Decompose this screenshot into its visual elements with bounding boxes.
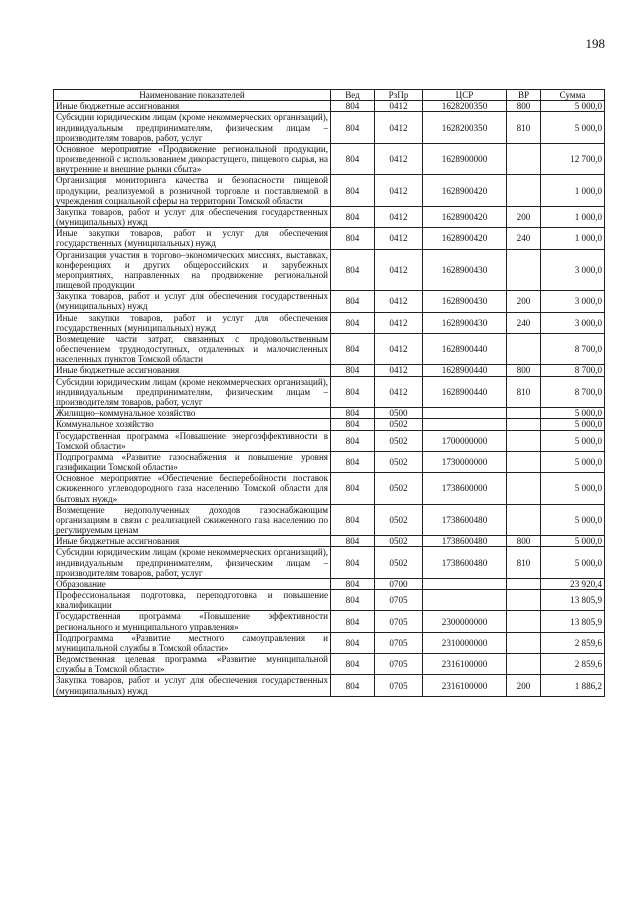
- cell-ved: 804: [331, 365, 375, 376]
- cell-name: Основное мероприятие «Обеспечение бесперебойности поставок сжиженного углеводородного газа населению Томской области для бытовых нужд»: [54, 473, 331, 505]
- cell-ved: 804: [331, 376, 375, 408]
- table-row: [54, 175, 605, 207]
- cell-name: Закупка товаров, работ и услуг для обеспечения государственных (муниципальных) нужд: [54, 291, 331, 312]
- cell-vr: 200: [507, 675, 541, 696]
- cell-name: Субсидии юридическим лицам (кроме некоммерческих организаций), индивидуальным предпринимателям, физическим лицам – производителям товаров, работ, услуг: [54, 112, 331, 144]
- cell-rzpr: 0412: [375, 228, 423, 249]
- page-number: 198: [585, 36, 605, 51]
- table-row: [54, 376, 605, 408]
- header-csr: ЦСР: [423, 90, 507, 101]
- cell-vr: 200: [507, 206, 541, 227]
- cell-csr: [423, 578, 507, 589]
- cell-sum: 1 000,0: [541, 228, 605, 249]
- table-row: [54, 112, 605, 144]
- cell-csr: 1730000000: [423, 451, 507, 472]
- cell-sum: 3 000,0: [541, 312, 605, 333]
- cell-ved: 804: [331, 206, 375, 227]
- cell-name: Образование: [54, 578, 331, 589]
- cell-name: Подпрограмма «Развитие газоснабжения и повышение уровня газификации Томской области»: [54, 451, 331, 472]
- cell-csr: 2310000000: [423, 632, 507, 653]
- table-row: [54, 473, 605, 505]
- cell-sum: 3 000,0: [541, 249, 605, 291]
- cell-rzpr: 0700: [375, 578, 423, 589]
- cell-vr: [507, 249, 541, 291]
- cell-sum: 1 000,0: [541, 206, 605, 227]
- cell-rzpr: 0502: [375, 547, 423, 579]
- cell-name: Возмещение части затрат, связанных с продовольственным обеспечением труднодоступных, отдаленных и малочисленных населенных пунктов Томской области: [54, 333, 331, 365]
- cell-ved: 804: [331, 536, 375, 547]
- cell-rzpr: 0412: [375, 175, 423, 207]
- cell-rzpr: 0502: [375, 451, 423, 472]
- cell-csr: 1628900420: [423, 175, 507, 207]
- cell-rzpr: 0500: [375, 408, 423, 419]
- header-sum: Сумма: [541, 90, 605, 101]
- cell-rzpr: 0412: [375, 312, 423, 333]
- cell-name: Коммунальное хозяйство: [54, 419, 331, 430]
- cell-name: Профессиональная подготовка, переподготовка и повышение квалификации: [54, 590, 331, 611]
- cell-csr: 1628200350: [423, 112, 507, 144]
- cell-name: Возмещение недополученных доходов газоснабжающим организациям в связи с реализацией сжиженного газа населению по регулируемым ценам: [54, 504, 331, 536]
- cell-name: Закупка товаров, работ и услуг для обеспечения государственных (муниципальных) нужд: [54, 206, 331, 227]
- cell-vr: 810: [507, 376, 541, 408]
- table-row: [54, 333, 605, 365]
- cell-ved: 804: [331, 632, 375, 653]
- cell-ved: 804: [331, 408, 375, 419]
- cell-name: Иные закупки товаров, работ и услуг для обеспечения государственных (муниципальных) нужд: [54, 312, 331, 333]
- cell-csr: 1738600000: [423, 473, 507, 505]
- cell-csr: 2316100000: [423, 654, 507, 675]
- cell-rzpr: 0705: [375, 632, 423, 653]
- cell-rzpr: 0502: [375, 419, 423, 430]
- table-row: [54, 578, 605, 589]
- cell-rzpr: 0502: [375, 536, 423, 547]
- cell-sum: 1 000,0: [541, 175, 605, 207]
- cell-sum: 2 859,6: [541, 632, 605, 653]
- cell-csr: 1628900430: [423, 312, 507, 333]
- cell-csr: 1738600480: [423, 536, 507, 547]
- table-row: [54, 312, 605, 333]
- cell-rzpr: 0412: [375, 365, 423, 376]
- cell-rzpr: 0412: [375, 333, 423, 365]
- cell-vr: [507, 143, 541, 175]
- table-row: [54, 611, 605, 632]
- cell-ved: 804: [331, 578, 375, 589]
- cell-ved: 804: [331, 675, 375, 696]
- cell-vr: [507, 408, 541, 419]
- budget-table: [53, 89, 605, 697]
- cell-ved: 804: [331, 249, 375, 291]
- cell-sum: 8 700,0: [541, 376, 605, 408]
- cell-ved: 804: [331, 590, 375, 611]
- table-row: [54, 654, 605, 675]
- cell-name: Субсидии юридическим лицам (кроме некоммерческих организаций), индивидуальным предпринимателям, физическим лицам – производителям товаров, работ, услуг: [54, 547, 331, 579]
- cell-ved: 804: [331, 143, 375, 175]
- cell-vr: [507, 590, 541, 611]
- cell-sum: 5 000,0: [541, 408, 605, 419]
- cell-csr: 1628900420: [423, 228, 507, 249]
- cell-sum: 5 000,0: [541, 504, 605, 536]
- cell-ved: 804: [331, 430, 375, 451]
- cell-name: Субсидии юридическим лицам (кроме некоммерческих организаций), индивидуальным предпринимателям, физическим лицам – производителям товаров, работ, услуг: [54, 376, 331, 408]
- cell-sum: 13 805,9: [541, 611, 605, 632]
- cell-csr: [423, 590, 507, 611]
- cell-vr: 800: [507, 101, 541, 112]
- cell-name: Иные бюджетные ассигнования: [54, 536, 331, 547]
- table-row: [54, 291, 605, 312]
- cell-rzpr: 0412: [375, 249, 423, 291]
- table-row: [54, 547, 605, 579]
- cell-name: Иные бюджетные ассигнования: [54, 101, 331, 112]
- cell-csr: 1700000000: [423, 430, 507, 451]
- cell-rzpr: 0502: [375, 473, 423, 505]
- table-row: [54, 419, 605, 430]
- cell-sum: 5 000,0: [541, 101, 605, 112]
- table-row: [54, 536, 605, 547]
- table-row: [54, 504, 605, 536]
- cell-csr: 1628900440: [423, 333, 507, 365]
- table-row: [54, 249, 605, 291]
- cell-csr: 1628900000: [423, 143, 507, 175]
- cell-rzpr: 0705: [375, 675, 423, 696]
- cell-vr: [507, 451, 541, 472]
- cell-name: Основное мероприятие «Продвижение региональной продукции, произведенной с использованием дикорастущего, пищевого сырья, на внутренние и внешние рынки сбыта»: [54, 143, 331, 175]
- cell-rzpr: 0502: [375, 504, 423, 536]
- cell-rzpr: 0705: [375, 654, 423, 675]
- cell-ved: 804: [331, 451, 375, 472]
- cell-rzpr: 0705: [375, 590, 423, 611]
- cell-vr: 200: [507, 291, 541, 312]
- cell-csr: 1738600480: [423, 547, 507, 579]
- cell-sum: 5 000,0: [541, 451, 605, 472]
- cell-name: Закупка товаров, работ и услуг для обеспечения государственных (муниципальных) нужд: [54, 675, 331, 696]
- cell-vr: [507, 654, 541, 675]
- cell-name: Государственная программа «Повышение эффективности регионального и муниципального управления»: [54, 611, 331, 632]
- cell-sum: 12 700,0: [541, 143, 605, 175]
- cell-vr: [507, 430, 541, 451]
- cell-ved: 804: [331, 101, 375, 112]
- header-rzpr: РзПр: [375, 90, 423, 101]
- cell-sum: 5 000,0: [541, 419, 605, 430]
- cell-sum: 3 000,0: [541, 291, 605, 312]
- cell-name: Иные бюджетные ассигнования: [54, 365, 331, 376]
- header-ved: Вед: [331, 90, 375, 101]
- table-row: [54, 365, 605, 376]
- cell-vr: 810: [507, 547, 541, 579]
- cell-csr: 1738600480: [423, 504, 507, 536]
- table-row: [54, 430, 605, 451]
- cell-vr: 810: [507, 112, 541, 144]
- cell-name: Государственная программа «Повышение энергоэффективности в Томской области»: [54, 430, 331, 451]
- cell-csr: 1628900440: [423, 376, 507, 408]
- cell-sum: 8 700,0: [541, 365, 605, 376]
- cell-vr: [507, 419, 541, 430]
- cell-rzpr: 0412: [375, 206, 423, 227]
- cell-ved: 804: [331, 504, 375, 536]
- cell-sum: 5 000,0: [541, 547, 605, 579]
- cell-csr: 2300000000: [423, 611, 507, 632]
- cell-vr: 240: [507, 228, 541, 249]
- table-row: [54, 451, 605, 472]
- cell-csr: [423, 408, 507, 419]
- cell-name: Иные закупки товаров, работ и услуг для обеспечения государственных (муниципальных) нужд: [54, 228, 331, 249]
- table-row: [54, 101, 605, 112]
- table-row: [54, 632, 605, 653]
- cell-rzpr: 0412: [375, 143, 423, 175]
- cell-sum: 2 859,6: [541, 654, 605, 675]
- cell-sum: 13 805,9: [541, 590, 605, 611]
- table-row: [54, 408, 605, 419]
- cell-vr: [507, 632, 541, 653]
- cell-rzpr: 0412: [375, 101, 423, 112]
- cell-vr: 240: [507, 312, 541, 333]
- cell-name: Организация участия в торгово–экономических миссиях, выставках, конференциях и других общероссийских и зарубежных мероприятиях, направленных на продвижение региональной пищевой продукции: [54, 249, 331, 291]
- header-vr: ВР: [507, 90, 541, 101]
- cell-vr: [507, 578, 541, 589]
- cell-sum: 23 920,4: [541, 578, 605, 589]
- cell-ved: 804: [331, 419, 375, 430]
- cell-sum: 5 000,0: [541, 536, 605, 547]
- cell-csr: 2316100000: [423, 675, 507, 696]
- cell-sum: 5 000,0: [541, 473, 605, 505]
- cell-rzpr: 0705: [375, 611, 423, 632]
- cell-csr: 1628900430: [423, 249, 507, 291]
- cell-rzpr: 0502: [375, 430, 423, 451]
- cell-rzpr: 0412: [375, 291, 423, 312]
- cell-vr: [507, 611, 541, 632]
- cell-ved: 804: [331, 333, 375, 365]
- table-body: [54, 101, 605, 697]
- cell-ved: 804: [331, 473, 375, 505]
- table-row: [54, 143, 605, 175]
- table-row: [54, 228, 605, 249]
- table-row: [54, 206, 605, 227]
- cell-ved: 804: [331, 175, 375, 207]
- cell-sum: 5 000,0: [541, 430, 605, 451]
- cell-vr: [507, 175, 541, 207]
- cell-sum: 1 886,2: [541, 675, 605, 696]
- cell-ved: 804: [331, 654, 375, 675]
- cell-ved: 804: [331, 291, 375, 312]
- cell-vr: [507, 333, 541, 365]
- cell-ved: 804: [331, 547, 375, 579]
- cell-sum: 5 000,0: [541, 112, 605, 144]
- cell-sum: 8 700,0: [541, 333, 605, 365]
- cell-rzpr: 0412: [375, 376, 423, 408]
- cell-csr: 1628900430: [423, 291, 507, 312]
- cell-ved: 804: [331, 112, 375, 144]
- header-name: Наименование показателей: [54, 90, 331, 101]
- cell-vr: 800: [507, 536, 541, 547]
- cell-vr: 800: [507, 365, 541, 376]
- cell-name: Организация мониторинга качества и безопасности пищевой продукции, реализуемой в розничной торговле и поставляемой в учреждения социальной сферы на территории Томской области: [54, 175, 331, 207]
- cell-name: Подпрограмма «Развитие местного самоуправления и муниципальной службы в Томской области»: [54, 632, 331, 653]
- cell-csr: [423, 419, 507, 430]
- cell-ved: 804: [331, 312, 375, 333]
- cell-name: Жилищно–коммунальное хозяйство: [54, 408, 331, 419]
- cell-vr: [507, 504, 541, 536]
- table-header-row: [54, 90, 605, 101]
- cell-ved: 804: [331, 611, 375, 632]
- cell-ved: 804: [331, 228, 375, 249]
- cell-csr: 1628900440: [423, 365, 507, 376]
- table-row: [54, 675, 605, 696]
- cell-rzpr: 0412: [375, 112, 423, 144]
- cell-name: Ведомственная целевая программа «Развитие муниципальной службы в Томской области»: [54, 654, 331, 675]
- cell-csr: 1628200350: [423, 101, 507, 112]
- cell-csr: 1628900420: [423, 206, 507, 227]
- table-row: [54, 590, 605, 611]
- cell-vr: [507, 473, 541, 505]
